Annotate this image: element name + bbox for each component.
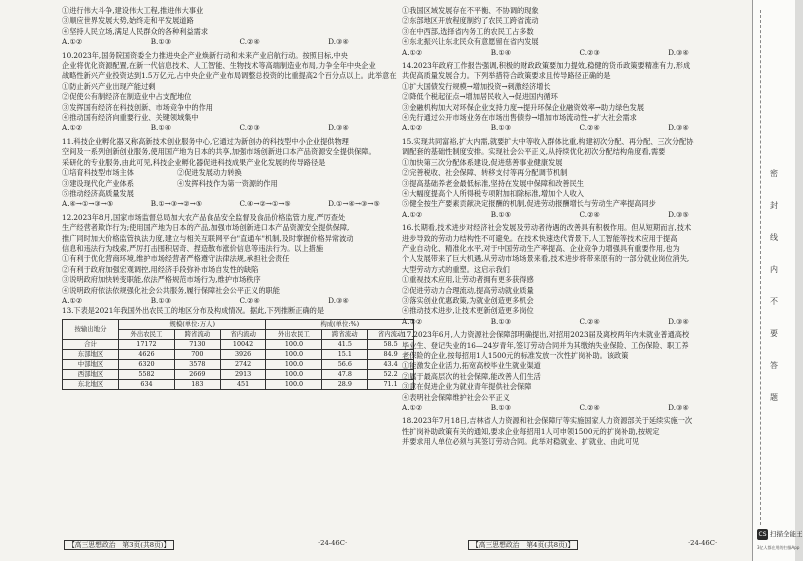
table-cell: 6320 [118, 359, 174, 369]
choice: A.④→①→③→⑤ [62, 199, 114, 209]
choice: A.①② [62, 37, 83, 47]
q12-line: ①有利于优化营商环境,维护市场经营者严格遵守法律法规,承担社会责任 [62, 254, 290, 264]
choice: D.③④ [328, 123, 349, 133]
choice: C.②③ [579, 47, 600, 57]
seal-dashed-line [760, 10, 762, 525]
question-11 [62, 137, 417, 210]
table-row [63, 359, 414, 369]
q16-line: ①重视技术应用,让劳动者拥有更多获得感 [402, 275, 534, 285]
choice: A.①② [62, 295, 83, 305]
table-cell: 47.8 [322, 369, 368, 379]
choice: A.①② [402, 123, 423, 133]
q17-line: ②属于最高层次的社会保障,能改善人们生活 [402, 371, 541, 381]
footer-title: 【高三思想政治 第4页(共8页)】 [468, 540, 578, 550]
table-row [63, 369, 414, 379]
q17-choices [402, 403, 757, 413]
q14-line: ②降低个税起征点→增加居民收入→促进国内循环 [402, 92, 558, 102]
q17-line: 17.2023年6月,人力资源社会保障部明确提出,对招用2023届及离校两年内未就业普通高校 [402, 330, 690, 340]
table-cell: 183 [174, 379, 220, 389]
table-cell: 700 [174, 349, 220, 359]
table-cell: 西部地区 [63, 369, 119, 379]
q10-line: 战略性新兴产业投资达到1.5万亿元,占中央企业产业布局调整总投资的比重提高2个百分点以上。此举意在 [62, 71, 397, 81]
table-cell: 100.0 [266, 359, 322, 369]
choice: C.②④ [239, 37, 260, 47]
choice: C.②④ [579, 403, 600, 413]
q16-line: ②促进劳动力合理流动,提高劳动就业质量 [402, 285, 534, 295]
table-cell: 28.9 [322, 379, 368, 389]
q10-choices [62, 123, 417, 133]
table-cell: 合计 [63, 339, 119, 349]
table-row [63, 349, 414, 359]
question-10 [62, 51, 417, 134]
seal-char: 封 [770, 201, 778, 210]
q16-line: 个人发展带来了巨大机遇,从劳动市场场景来看,技术进步将带来原有的一部分就业岗位消失, [402, 254, 690, 264]
q12-choices [62, 296, 417, 306]
q12-line: ③说明政府加快转变职能,依法严格规范市场行为,维护市场秩序 [62, 275, 261, 285]
table-header: 按输出地分 [63, 319, 119, 339]
q9-line: ④坚持人民立场,满足人民群众的各种利益需求 [62, 26, 209, 36]
choice: D.③④ [328, 37, 349, 47]
q13-choices [402, 48, 757, 58]
table-header: 跨省流动 [322, 329, 368, 339]
table-cell: 84.9 [368, 349, 414, 359]
q13-line: ②东部地区开放程度制约了农民工跨省流动 [402, 16, 539, 26]
table-cell: 71.1 [368, 379, 414, 389]
q10-line: ②促使公有制经济在制造业中占支配地位 [62, 92, 192, 102]
q15-line: 调配套的基础性制度安排。实现社会公平正义,从持续优化初次分配结构角度看,需要 [402, 147, 666, 157]
right-column [402, 6, 757, 448]
q16-line: 产业自动化、精准化水平,对于中国劳动生产率提高、企业竞争力增强具有重要作用,也为 [402, 243, 680, 253]
choice: B.①⑤ [490, 209, 512, 219]
q17-line: ①能激发企业活力,拓宽高校毕业生就业渠道 [402, 361, 541, 371]
table-cell: 10042 [220, 339, 266, 349]
q11-line: ⑤推动经济高质量发展 [62, 188, 134, 198]
choice: D.③④ [668, 123, 689, 133]
q13-line: ①我国区域发展存在不平衡、不协调的现象 [402, 6, 539, 15]
choice: D.③④ [668, 403, 689, 413]
table-cell: 7130 [174, 339, 220, 349]
table-cell: 56.6 [322, 359, 368, 369]
q13-line: ③在中西部,选择省内务工的农民工占多数 [402, 26, 534, 36]
migrant-worker-table [62, 319, 414, 390]
table-cell: 451 [220, 379, 266, 389]
q17-line: 毕业生、登记失业的16—24岁青年,签订劳动合同并为其缴纳失业保险、工伤保险、职工养 [402, 340, 689, 350]
q14-choices [402, 123, 757, 133]
question-12 [62, 213, 417, 307]
table-cell: 5582 [118, 369, 174, 379]
q11-line: ③建设现代化产业体系 ④发挥科技作为第一资源的作用 [62, 178, 278, 188]
seal-char: 不 [770, 297, 778, 306]
q15-choices [402, 210, 757, 220]
choice: B.①④ [490, 47, 512, 57]
choice: C.②④ [239, 295, 260, 305]
choice: D.③⑤ [668, 209, 689, 219]
table-header: 构成(单位:%) [266, 319, 414, 329]
q17-line: ④表明社会保障维护社会公平正义 [402, 392, 510, 402]
table-cell: 634 [118, 379, 174, 389]
choice: B.①③ [490, 403, 512, 413]
q10-line: ④推动国有经济向重要行业、关键领域集中 [62, 113, 199, 123]
q16-line: 大型劳动方式的重塑。这启示我们 [402, 264, 510, 274]
q11-line: 空间及一系列创新创业服务,使用国产地为日本的共享,加强市场创新进口本产品资源安全提供保障。 [62, 147, 376, 157]
table-cell: 15.1 [322, 349, 368, 359]
right-page-code: ·24-46C· [688, 539, 718, 547]
choice: A.①② [402, 403, 423, 413]
choice: A.①② [402, 316, 423, 326]
choice: C.④→②→①→⑤ [239, 199, 291, 209]
q15-line: ①加快第三次分配体系建设,促进慈善事业健康发展 [402, 157, 563, 167]
q16-line: 进步导致的劳动力结构性不可避免。在技术快速迭代背景下,人工智能等技术应用于提高 [402, 233, 678, 243]
table-cell: 3578 [174, 359, 220, 369]
table-cell: 52.2 [368, 369, 414, 379]
table-cell: 100.0 [266, 349, 322, 359]
q11-line: 11.科技企业孵化器又称高新技术创业服务中心,它通过为新创办的科技型中小企业提供物理 [62, 136, 349, 146]
q14-line: 共促高质量发展合力。下列举措符合政策要求且传导路径正确的是 [402, 71, 611, 81]
question-9-tail [62, 6, 417, 48]
question-13-options [402, 6, 757, 58]
q11-choices [62, 199, 417, 209]
q15-line: ⑤健全按生产要素贡献决定报酬的机制,促进劳动报酬增长与劳动生产率提高同步 [402, 199, 656, 209]
table-row [63, 379, 414, 389]
q12-line: ②有利于政府加强宏观调控,用经济手段弥补市场自发性的缺陷 [62, 264, 259, 274]
q16-line: ④推动技术进步,让技术更新创造更多岗位 [402, 306, 534, 316]
q15-line: ③提高基础养老金最低标准,坚持在发展中保障和改善民生 [402, 178, 584, 188]
q12-line: ④说明政府依法依规强化社会公共服务,履行保障社会公平正义的职能 [62, 285, 280, 295]
q18-line: 18.2023年7月18日,吉林省人力资源和社会保障厅等实施国家人力资源部关于延续实施一次 [402, 416, 693, 426]
choice: D.①→④→③→⑤ [328, 199, 380, 209]
choice: B.①③ [490, 123, 512, 133]
table-cell: 41.5 [322, 339, 368, 349]
table-cell: 17172 [118, 339, 174, 349]
question-14 [402, 61, 757, 134]
q12-line: 12.2023年8月,国家市场监督总局加大农产品食品安全监督及食品价格监管力度,严厉查处 [62, 212, 346, 222]
scanner-app-name: 扫描全能王 [770, 530, 803, 538]
q12-line: 推广同时加大价格监管执法力度,建立与相关互联网平台"直通车"机制,及时掌握价格异常波动 [62, 233, 354, 243]
choice: C.②④ [579, 123, 600, 133]
q15-line: ②完善税收、社会保障、转移支付等再分配调节机制 [402, 168, 568, 178]
choice: A.①② [402, 209, 423, 219]
table-row [63, 339, 414, 349]
q17-line: 老保险的企业,按每招用1人1500元的标准发放一次性扩岗补助。该政策 [402, 351, 629, 360]
table-cell: 东部地区 [63, 349, 119, 359]
table-header: 外出农民工 [118, 329, 174, 339]
choice: B.①③ [150, 37, 172, 47]
q15-line: ④大幅度提高个人所得税专项附加扣除标准,增加个人收入 [402, 188, 584, 198]
question-15 [402, 137, 757, 220]
question-17 [402, 330, 757, 413]
choice: D.③④ [668, 316, 689, 326]
binding-strip [752, 0, 795, 561]
choice: D.③④ [668, 47, 689, 57]
table-cell: 2742 [220, 359, 266, 369]
seal-char: 内 [770, 265, 778, 274]
q14-line: ③金融机构加大对环保企业支持力度→提升环保企业融资效率→助力绿色发展 [402, 102, 645, 112]
q10-line: 企业将优化资源配置,在新一代信息技术、人工智能、生物技术等高端制造业布局,力争全年中央企业 [62, 61, 376, 71]
choice: A.①② [62, 123, 83, 133]
table-cell: 东北地区 [63, 379, 119, 389]
right-page-footer [468, 539, 578, 549]
choice: B.①③ [150, 295, 172, 305]
choice: C.②④ [579, 316, 600, 326]
seal-char: 要 [770, 329, 778, 338]
q13-line: ④东北振兴让东北民众有意愿留在省内发展 [402, 37, 539, 47]
left-column [62, 6, 417, 392]
q14-line: 14.2023年政府工作报告强调,积极的财政政策要加力提效,稳健的货币政策要精准有力,形成 [402, 61, 691, 71]
q13-stem: 13.下表是2021年我国外出农民工的地区分布及构成情况。据此,下列推断正确的是 [62, 306, 325, 316]
seal-char: 题 [770, 393, 778, 402]
scanner-app-tagline: 3亿人都在用的扫描App [757, 545, 800, 550]
table-cell: 100.0 [266, 369, 322, 379]
q18-line: 性扩岗补助政策有关的通知,要求企业每招用1人可申领1500元的扩岗补助,按规定 [402, 426, 660, 436]
q16-line: ③落实创业优惠政策,为就业创造更多机会 [402, 295, 534, 305]
seal-char: 密 [770, 169, 778, 178]
question-16 [402, 223, 757, 327]
question-18 [402, 416, 757, 447]
seal-char: 线 [770, 233, 778, 242]
q18-line: 并要求用人单位必须与其签订劳动合同。此举对稳就业、扩就业、由此可见 [402, 437, 640, 447]
q11-line: ①培育科技型市场主体 ②促进发展动力转换 [62, 168, 242, 178]
choice: A.①② [402, 47, 423, 57]
camscanner-logo-icon: CS [758, 531, 767, 538]
choice: B.①③ [490, 316, 512, 326]
table-header: 省内流动 [220, 329, 266, 339]
footer-title: 【高三思想政治 第3页(共8页)】 [64, 540, 174, 550]
choice: C.②④ [579, 209, 600, 219]
q14-line: ①扩大国债发行规模→增加投资→刺激经济增长 [402, 81, 551, 91]
choice: D.③④ [328, 295, 349, 305]
table-cell: 3926 [220, 349, 266, 359]
table-cell: 43.4 [368, 359, 414, 369]
choice: B.①④ [150, 123, 172, 133]
q9-line: ③顺应世界发展大势,始终走和平发展道路 [62, 16, 194, 26]
q16-choices [402, 317, 757, 327]
table-cell: 2913 [220, 369, 266, 379]
seal-char: 答 [770, 361, 778, 370]
table-header: 规模(单位:万人) [118, 319, 265, 329]
table-cell: 4626 [118, 349, 174, 359]
table-header: 跨省流动 [174, 329, 220, 339]
table-cell: 58.5 [368, 339, 414, 349]
q12-line: 生产经营者欺诈行为;使用国产地为日本的产品,加强市场创新进口本产品资源安全提供保障, [62, 223, 350, 233]
q9-line: ①进行伟大斗争,建设伟大工程,推进伟大事业 [62, 6, 204, 15]
choice: B.①→③→②→⑤ [150, 199, 203, 209]
q12-line: 信息和违法行为线索,严厉打击囤积居奇、捏造散布涨价信息等违法行为。以上措施 [62, 243, 324, 253]
table-header: 外出农民工 [266, 329, 322, 339]
q9-choices [62, 37, 417, 47]
table-cell: 2669 [174, 369, 220, 379]
q16-line: 16.长期看,技术进步对经济社会发展及劳动者待遇的改善具有积极作用。但从短期而言,技术 [402, 223, 692, 233]
q14-line: ④先行通过公开市场业务在市场出售债券→增加市场流动性→扩大社会需求 [402, 113, 637, 123]
q10-line: ①防止新兴产业出现产能过剩 [62, 81, 156, 91]
left-page-code: ·24-46C· [318, 539, 348, 547]
table-cell: 100.0 [266, 379, 322, 389]
left-page-footer [64, 539, 174, 549]
question-13 [62, 306, 417, 389]
q11-line: 采研化的专业服务,由此可见,科技企业孵化器促进科技成果产业化发展的传导路径是 [62, 157, 326, 167]
table-cell: 100.0 [266, 339, 322, 349]
table-cell: 中部地区 [63, 359, 119, 369]
table-header: 省内流动 [368, 329, 414, 339]
q10-line: ③发挥国有经济在科技创新、市场竞争中的作用 [62, 102, 213, 112]
q15-line: 15.实现共同富裕,扩大内需,就要扩大中等收入群体比重,构建初次分配、再分配、三次分配协 [402, 136, 694, 146]
choice: C.②③ [239, 123, 260, 133]
q10-line: 10.2023年,国务院国资委全力推进央企产业焕新行动和未来产业启航行动。按照目标,中央 [62, 50, 348, 60]
q17-line: ③意在促进企业为就业青年提供社会保障 [402, 382, 532, 392]
